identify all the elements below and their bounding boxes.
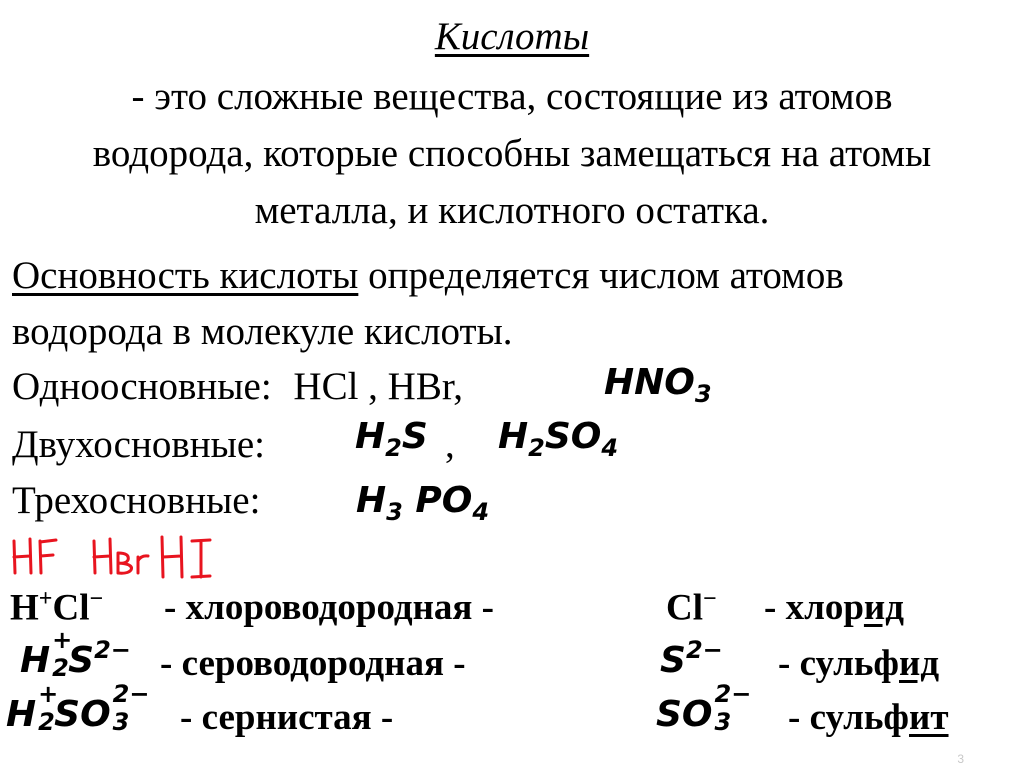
- tribasic-label: Трехосновные:: [12, 479, 261, 522]
- page-number: 3: [957, 752, 964, 766]
- definition-line-2: водорода, которые способны замещаться на атомы: [92, 132, 932, 175]
- suffix-ending: ид: [899, 643, 940, 684]
- salt-suffix-chloride: [764, 586, 904, 629]
- definition-line-3: металла, и кислотного остатка.: [254, 189, 770, 232]
- salt-suffix-sulfite: [788, 696, 949, 739]
- suffix-prefix: - сульф: [788, 697, 910, 738]
- acid-name-sulfurous: - сернистая -: [180, 697, 394, 738]
- basicity-line-1: [12, 253, 844, 298]
- comma: ,: [445, 423, 455, 466]
- acid-name-hydrosulfuric: - сероводородная -: [160, 643, 466, 684]
- suffix-prefix: - хлор: [764, 587, 864, 628]
- suffix-ending: ид: [863, 587, 904, 628]
- slide-title: Кислоты: [434, 15, 590, 58]
- monobasic-label: Одноосновные:: [12, 365, 272, 408]
- handwritten-annotation: [10, 533, 220, 585]
- formula-h3po4: $H_3$ $PO_4$: [356, 480, 490, 526]
- basicity-rest: определяется числом атомов: [358, 254, 844, 297]
- suffix-prefix: - сульф: [778, 643, 900, 684]
- acid-name-hydrochloric: - хлороводородная -: [164, 587, 495, 628]
- basicity-line-2: водорода в молекуле кислоты.: [12, 310, 513, 353]
- definition-line-1: - это сложные вещества, состоящие из атомов: [131, 75, 893, 118]
- formula-h2so3-ions: H + 2 SO 2− 3: [6, 680, 150, 736]
- anion-sulfite: SO 2− 3: [656, 680, 752, 736]
- monobasic-examples: HCl , HBr,: [293, 365, 464, 408]
- suffix-ending: ит: [909, 697, 949, 738]
- anion-chloride: Cl−: [666, 586, 717, 629]
- formula-hno3: $HNO_3$: [604, 362, 712, 408]
- formula-hcl: H+Cl−: [10, 586, 104, 629]
- formula-h2s: $H_2S$: [355, 416, 428, 462]
- dibasic-label: Двухосновные:: [12, 423, 265, 466]
- formula-h2s-ions: H + 2 $S^{2-}$: [20, 626, 131, 682]
- basicity-term: Основность кислоты: [12, 254, 359, 297]
- salt-suffix-sulfide: [778, 642, 939, 685]
- anion-sulfide: $S^{2-}$: [660, 636, 723, 681]
- anion-chloride-symbol: Cl: [666, 587, 703, 629]
- formula-h2so4: $H_2SO_4$: [498, 416, 619, 462]
- monobasic-row: [12, 364, 463, 409]
